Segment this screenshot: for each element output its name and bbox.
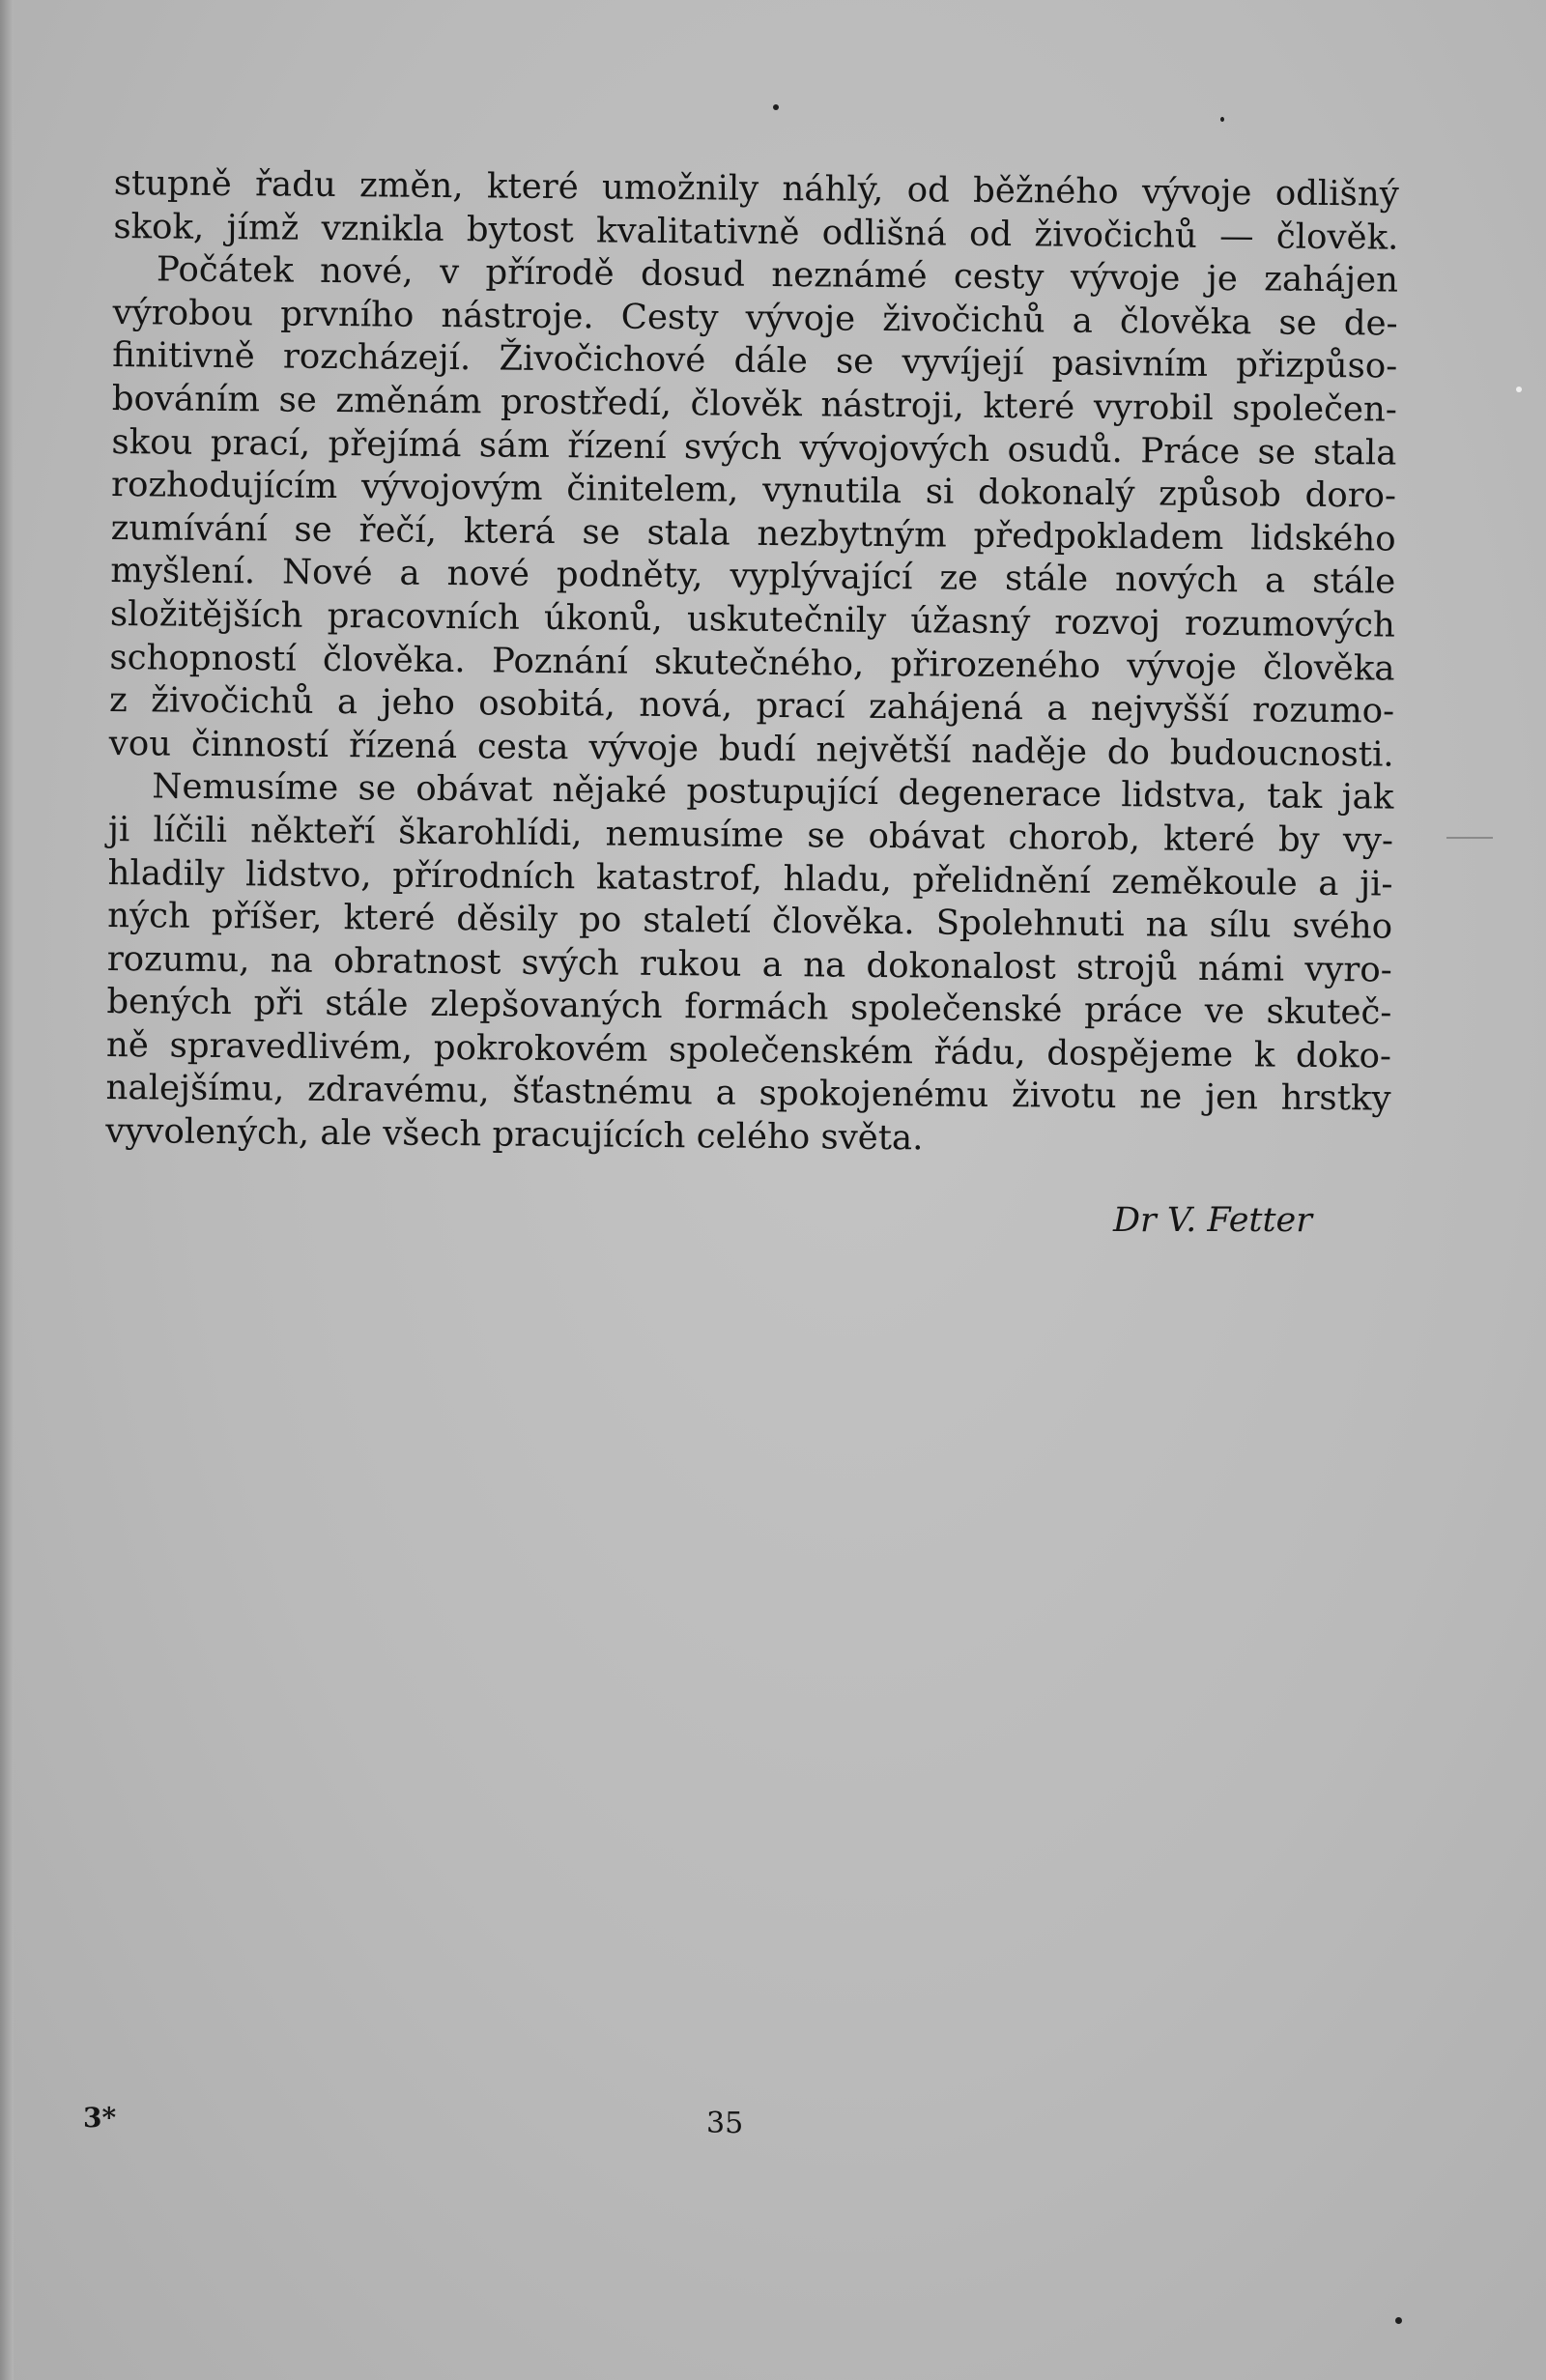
- text-line: bováním se změnám prostředí, člověk nástroji, které vyrobil společen-: [111, 378, 1397, 430]
- text-line: vou činností řízená cesta vývoje budí největší naděje do budoucnosti.: [108, 723, 1394, 775]
- scan-speck: [1395, 2317, 1402, 2324]
- text-line: rozhodujícím vývojovým činitelem, vynutila si dokonalý způsob doro-: [110, 465, 1397, 516]
- text-line: stupně řadu změn, které umožnily náhlý, od běžného vývoje odlišný: [113, 162, 1399, 215]
- page-number: 35: [706, 2107, 744, 2140]
- text-line: skou prací, přejímá sám řízení svých vývojových osudů. Práce se stala: [111, 421, 1397, 473]
- scan-speck: [1516, 387, 1522, 392]
- text-line: myšlení. Nové a nové podněty, vyplývající ze stále nových a stále: [110, 551, 1396, 602]
- text-line: bených při stále zlepšovaných formách společenské práce ve skuteč-: [106, 982, 1392, 1033]
- text-line: Nemusíme se obávat nějaké postupující degenerace lidstva, tak jak: [152, 766, 1394, 817]
- text-line: finitivně rozcházejí. Živočichové dále se vyvíjejí pasivním přizpůso-: [112, 335, 1398, 387]
- text-line: ně spravedlivém, pokrokovém společenském řádu, dospějeme k doko-: [105, 1024, 1392, 1076]
- text-line: nalejšímu, zdravému, šťastnému a spokojenému životu ne jen hrstky: [105, 1068, 1391, 1120]
- text-line: výrobou prvního nástroje. Cesty vývoje živočichů a člověka se de-: [112, 292, 1398, 344]
- text-line: Počátek nové, v přírodě dosud neznámé cesty vývoje je zahájen: [156, 249, 1399, 301]
- text-line: rozumu, na obratnost svých rukou a na dokonalost strojů námi vyro-: [106, 938, 1392, 990]
- text-line: z živočichů a jeho osobitá, nová, prací zahájená a nejvyšší rozumo-: [108, 680, 1395, 731]
- text-line: ných příšer, které děsily po staletí člověka. Spolehnuti na sílu svého: [107, 896, 1393, 947]
- scan-scratch: [1446, 837, 1493, 839]
- text-line: skok, jímž vznikla bytost kvalitativně odlišná od živočichů — člověk.: [113, 206, 1399, 258]
- text-line: zumívání se řečí, která se stala nezbytným předpokladem lidského: [110, 507, 1396, 559]
- sheet-signature-mark: 3*: [83, 2102, 117, 2134]
- text-line: schopností člověka. Poznání skutečného, přirozeného vývoje člověka: [109, 637, 1395, 689]
- scan-speck: [1220, 117, 1224, 122]
- text-line: ji líčili někteří škarohlídi, nemusíme se obávat chorob, které by vy-: [107, 809, 1394, 861]
- text-line: složitějších pracovních úkonů, uskutečnily úžasný rozvoj rozumových: [109, 593, 1396, 645]
- scan-speck: [773, 104, 779, 110]
- text-line: hladily lidstvo, přírodních katastrof, hladu, přelidnění zeměkoule a ji-: [107, 852, 1393, 904]
- author-signature: Dr V. Fetter: [1113, 1201, 1312, 1240]
- text-line: vyvolených, ale všech pracujících celého světa.: [105, 1111, 924, 1159]
- page-binding-edge: [0, 0, 14, 2380]
- body-text: [105, 162, 1399, 1164]
